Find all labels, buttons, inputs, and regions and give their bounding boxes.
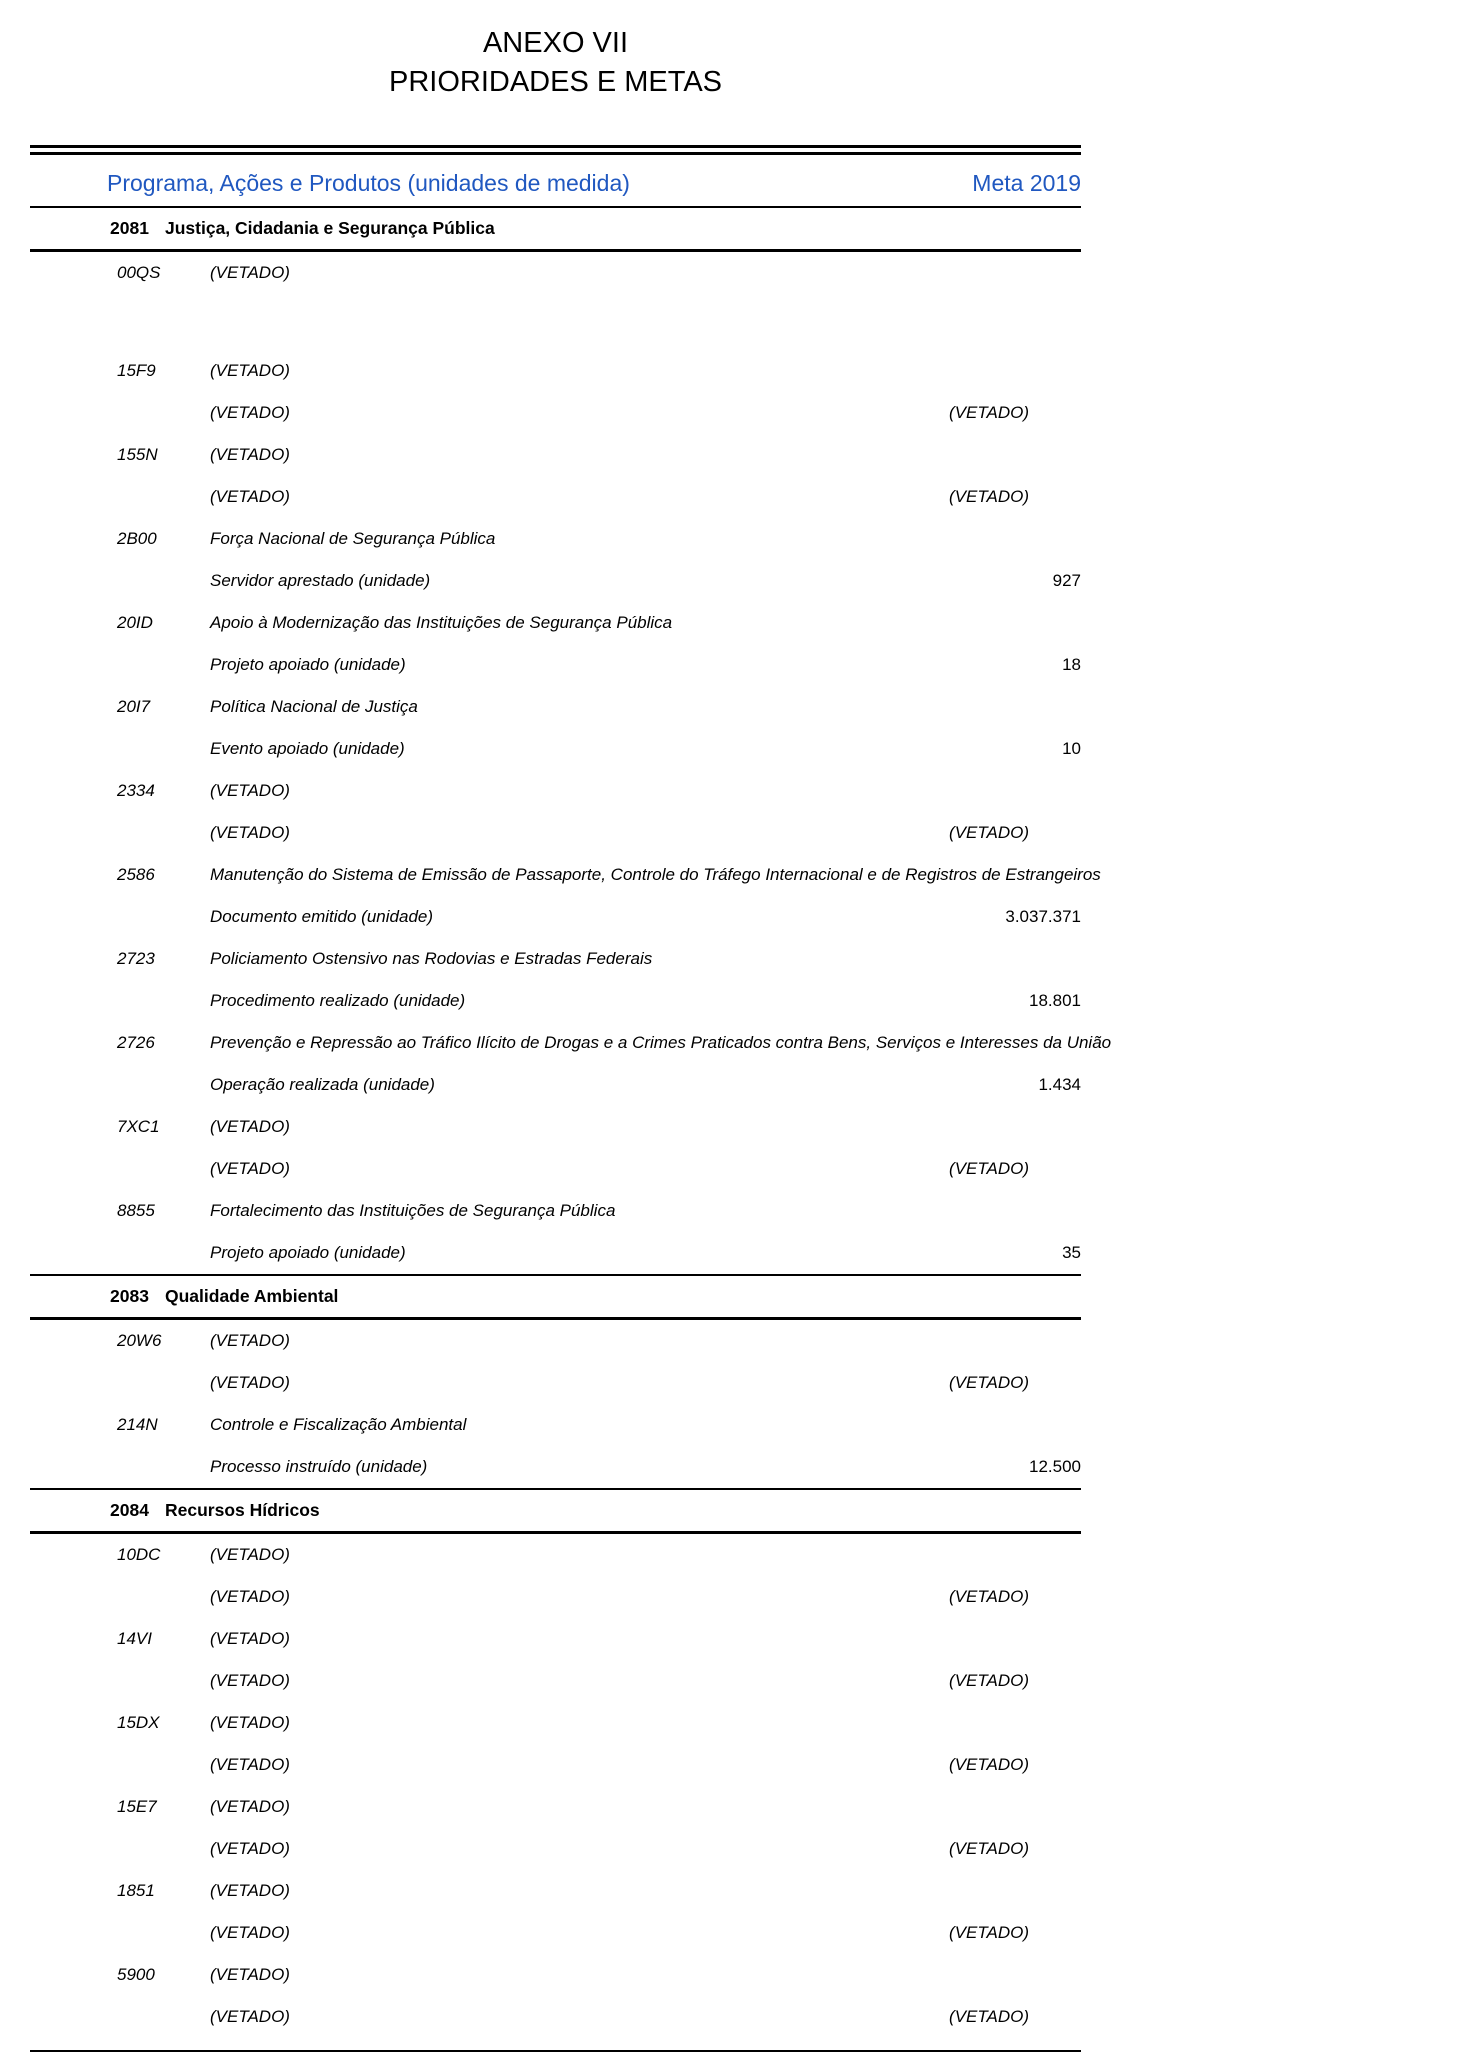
action-block: [30, 1404, 1081, 1488]
product-name: (VETADO): [210, 1159, 290, 1178]
product-value: (VETADO): [949, 1159, 1029, 1178]
action-row: [30, 1786, 1081, 1828]
product-name: (VETADO): [210, 1839, 290, 1858]
program-code: 2083: [110, 1286, 149, 1306]
action-title: (VETADO): [210, 1713, 290, 1732]
action-code: 8855: [117, 1201, 155, 1220]
product-value: (VETADO): [949, 1923, 1029, 1942]
action-code: 2586: [117, 865, 155, 884]
action-code: 00QS: [117, 263, 161, 282]
action-title: Controle e Fiscalização Ambiental: [210, 1415, 467, 1434]
program-name: Qualidade Ambiental: [165, 1286, 339, 1306]
action-code: 7XC1: [117, 1117, 160, 1136]
action-block: [30, 770, 1081, 854]
product-value: 35: [1062, 1243, 1081, 1262]
action-block: [30, 1618, 1081, 1702]
product-row: [30, 1446, 1081, 1488]
program-section: [30, 1488, 1081, 2038]
action-title: (VETADO): [210, 1797, 290, 1816]
product-value: (VETADO): [949, 1839, 1029, 1858]
program-header: [30, 1274, 1081, 1320]
action-code: 2334: [117, 781, 155, 800]
program-name: Recursos Hídricos: [165, 1500, 320, 1520]
product-name: Projeto apoiado (unidade): [210, 1243, 406, 1262]
product-name: Documento emitido (unidade): [210, 907, 434, 926]
action-title: (VETADO): [210, 445, 290, 464]
product-name: (VETADO): [210, 403, 290, 422]
product-name: Operação realizada (unidade): [210, 1075, 435, 1094]
action-row: [30, 686, 1081, 728]
product-name: (VETADO): [210, 487, 290, 506]
action-row: [30, 1618, 1081, 1660]
product-value: (VETADO): [949, 823, 1029, 842]
program-code: 2081: [110, 218, 149, 238]
action-row: [30, 1190, 1081, 1232]
doc-title-line2: PRIORIDADES E METAS: [388, 66, 723, 98]
action-block: [30, 252, 1081, 294]
action-row: [30, 434, 1081, 476]
action-code: 15DX: [117, 1713, 160, 1732]
action-title: (VETADO): [210, 263, 290, 282]
product-name: Evento apoiado (unidade): [210, 739, 405, 758]
action-block: [30, 686, 1081, 770]
action-row: [30, 252, 1081, 294]
action-title: Apoio à Modernização das Instituições de Segurança Pública: [210, 613, 673, 632]
product-value: 10: [1062, 739, 1081, 758]
action-row: [30, 854, 1101, 896]
action-block: [30, 1786, 1081, 1870]
action-row: [30, 1870, 1081, 1912]
product-name: Procedimento realizado (unidade): [210, 991, 466, 1010]
program-name: Justiça, Cidadania e Segurança Pública: [165, 218, 495, 238]
action-title: (VETADO): [210, 1331, 290, 1350]
action-title: (VETADO): [210, 1117, 290, 1136]
product-row: [30, 392, 1081, 434]
product-row: [30, 896, 1081, 938]
product-value: 18.801: [1029, 991, 1081, 1010]
program-code: 2084: [110, 1500, 149, 1520]
product-row: [30, 1744, 1081, 1786]
action-code: 15F9: [117, 361, 156, 380]
product-value: 3.037.371: [1005, 907, 1081, 926]
action-row: [30, 1320, 1081, 1362]
action-block: [30, 350, 1081, 434]
action-title: (VETADO): [210, 1545, 290, 1564]
product-name: (VETADO): [210, 1671, 290, 1690]
product-row: [30, 1064, 1081, 1106]
action-block: [30, 518, 1081, 602]
product-value: (VETADO): [949, 403, 1029, 422]
product-name: Processo instruído (unidade): [210, 1457, 428, 1476]
action-row: [30, 1534, 1081, 1576]
action-block: [30, 1320, 1081, 1404]
action-row: [30, 1954, 1081, 1996]
product-value: 1.434: [1038, 1075, 1081, 1094]
action-code: 15E7: [117, 1797, 157, 1816]
action-code: 155N: [117, 445, 158, 464]
action-block: [30, 1106, 1081, 1190]
action-row: [30, 938, 1081, 980]
product-row: [30, 728, 1081, 770]
product-name: (VETADO): [210, 1587, 290, 1606]
product-row: [30, 812, 1081, 854]
product-value: 12.500: [1029, 1457, 1081, 1476]
product-value: (VETADO): [949, 1671, 1029, 1690]
action-block: [30, 1870, 1081, 1954]
action-row: [30, 350, 1081, 392]
action-block: [30, 938, 1081, 1022]
product-row: [30, 1912, 1081, 1954]
column-header-meta: Meta 2019: [972, 170, 1081, 196]
action-title: (VETADO): [210, 361, 290, 380]
product-value: (VETADO): [949, 1373, 1029, 1392]
program-header: [30, 1488, 1081, 1534]
action-title: (VETADO): [210, 1881, 290, 1900]
action-row: [30, 1702, 1081, 1744]
action-code: 2B00: [117, 529, 157, 548]
content-area: [30, 145, 1112, 2052]
product-value: (VETADO): [949, 1755, 1029, 1774]
action-title: Política Nacional de Justiça: [210, 697, 418, 716]
action-row: [30, 602, 1081, 644]
action-block: [30, 1534, 1081, 1618]
table-body: [30, 208, 1112, 2038]
program-section: [30, 1274, 1081, 1488]
bottom-rule: [30, 2050, 1081, 2052]
action-title: Policiamento Ostensivo nas Rodovias e Estradas Federais: [210, 949, 653, 968]
product-row: [30, 1232, 1081, 1274]
action-row: [30, 1022, 1112, 1064]
product-name: (VETADO): [210, 1373, 290, 1392]
action-title: (VETADO): [210, 1629, 290, 1648]
action-title: (VETADO): [210, 1965, 290, 1984]
action-block: [30, 602, 1081, 686]
action-code: 2723: [117, 949, 155, 968]
doc-title-line1: ANEXO VII: [482, 27, 629, 59]
product-row: [30, 644, 1081, 686]
product-value: (VETADO): [949, 487, 1029, 506]
action-title: Fortalecimento das Instituições de Segurança Pública: [210, 1201, 616, 1220]
action-code: 2726: [117, 1033, 155, 1052]
action-title: (VETADO): [210, 781, 290, 800]
action-block: [30, 1954, 1081, 2038]
program-header: [30, 208, 1081, 252]
product-row: [30, 1576, 1081, 1618]
document-title: [30, 0, 1081, 102]
product-value: (VETADO): [949, 2007, 1029, 2026]
action-block: [30, 1190, 1081, 1274]
action-title: Manutenção do Sistema de Emissão de Passaporte, Controle do Tráfego Internacional e de Registros de Estrangeiros: [210, 865, 1101, 884]
action-code: 10DC: [117, 1545, 161, 1564]
product-row: [30, 1660, 1081, 1702]
action-code: 20I7: [117, 697, 151, 716]
action-code: 14VI: [117, 1629, 152, 1648]
product-value: 927: [1052, 571, 1081, 590]
action-row: [30, 1404, 1081, 1446]
product-name: (VETADO): [210, 823, 290, 842]
column-header-row: [30, 163, 1081, 208]
double-rule: [30, 145, 1081, 155]
product-row: [30, 1828, 1081, 1870]
action-block: [30, 1022, 1112, 1106]
product-value: (VETADO): [949, 1587, 1029, 1606]
action-code: 214N: [117, 1415, 158, 1434]
product-name: Projeto apoiado (unidade): [210, 655, 406, 674]
action-code: 5900: [117, 1965, 155, 1984]
column-header-programs: Programa, Ações e Produtos (unidades de medida): [107, 170, 630, 196]
product-name: Servidor aprestado (unidade): [210, 571, 431, 590]
product-name: (VETADO): [210, 2007, 290, 2026]
program-section: [30, 208, 1112, 1274]
product-row: [30, 1996, 1081, 2038]
product-name: (VETADO): [210, 1923, 290, 1942]
action-row: [30, 1106, 1081, 1148]
action-block: [30, 854, 1101, 938]
action-title: Prevenção e Repressão ao Tráfico Ilícito de Drogas e a Crimes Praticados contra Bens, Serviços e Interesses da União: [210, 1033, 1112, 1052]
product-row: [30, 476, 1081, 518]
product-row: [30, 560, 1081, 602]
product-row: [30, 1362, 1081, 1404]
product-row: [30, 1148, 1081, 1190]
action-row: [30, 518, 1081, 560]
product-name: (VETADO): [210, 1755, 290, 1774]
action-title: Força Nacional de Segurança Pública: [210, 529, 496, 548]
action-code: 1851: [117, 1881, 155, 1900]
product-value: 18: [1062, 655, 1081, 674]
action-block: [30, 1702, 1081, 1786]
product-row: [30, 980, 1081, 1022]
action-code: 20ID: [117, 613, 153, 632]
action-block: [30, 434, 1081, 518]
action-row: [30, 770, 1081, 812]
action-code: 20W6: [117, 1331, 162, 1350]
